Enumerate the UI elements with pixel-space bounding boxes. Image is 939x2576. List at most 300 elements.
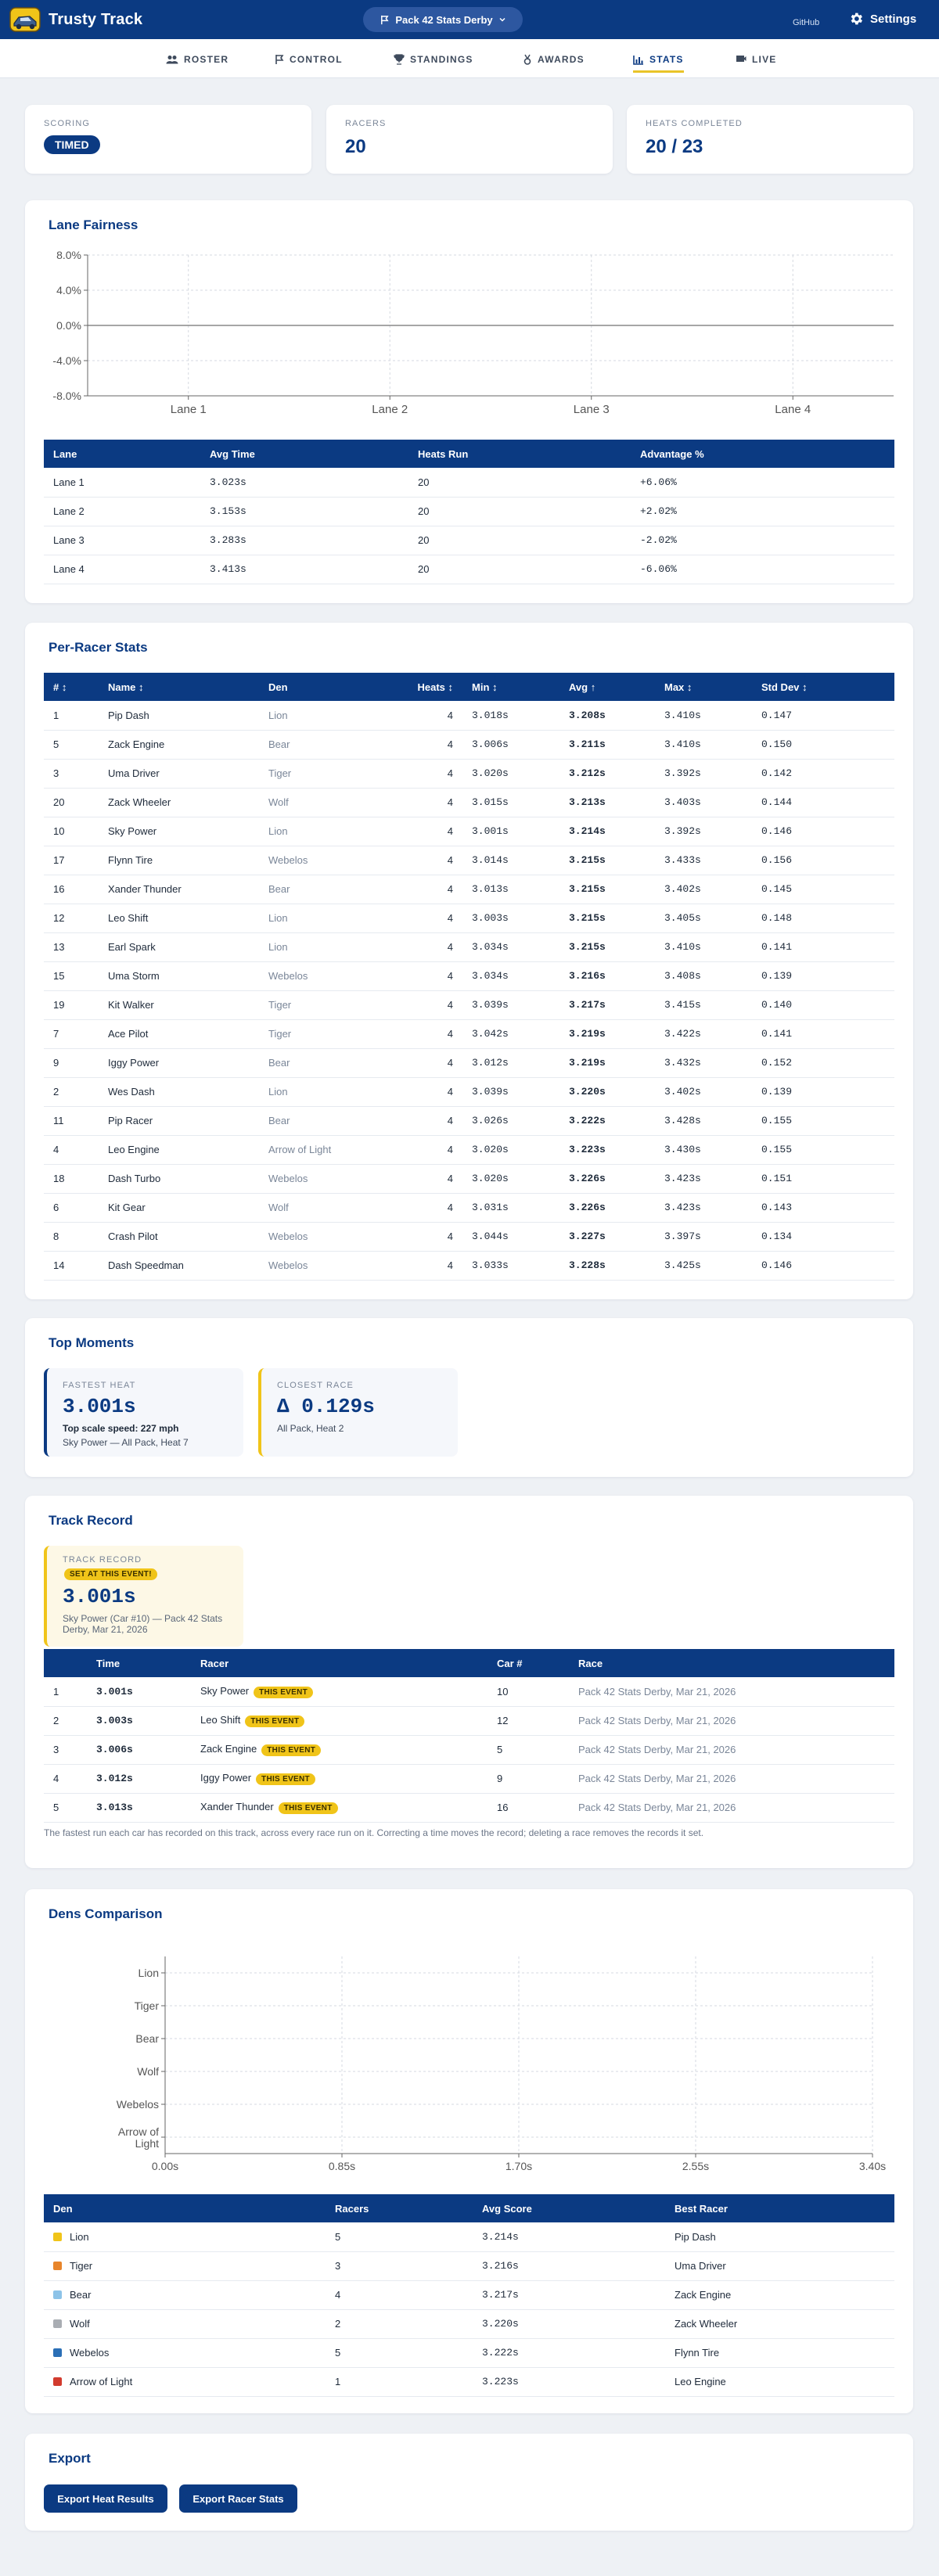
track-record-footnote: The fastest run each car has recorded on this track, across every race run on it. Correcting a time moves the record; deleting a race removes the records it set. (44, 1827, 704, 1838)
record-cell (191, 1735, 487, 1764)
racer-cell: 3.397s (655, 1222, 752, 1251)
heats-completed: 20 / 23 (646, 136, 703, 157)
racer-cell: 3.226s (559, 1193, 655, 1222)
racer-cell: Crash Pilot (99, 1222, 259, 1251)
racer-cell: Lion (259, 817, 396, 846)
lane-cell: 20 (408, 468, 631, 497)
table-row[interactable] (44, 846, 894, 875)
table-row (44, 2367, 894, 2396)
x-tick-label: Lane 2 (372, 403, 408, 416)
record-set-badge: SET AT THIS EVENT! (64, 1568, 157, 1580)
racer-cell: 4 (396, 1193, 462, 1222)
x-tick-label: 1.70s (505, 2160, 533, 2172)
racer-cell: Lion (259, 904, 396, 932)
racer-cell: 3.012s (462, 1048, 559, 1077)
racer-cell: 3.423s (655, 1164, 752, 1193)
table-row[interactable] (44, 1019, 894, 1048)
racer-cell: 3.215s (559, 904, 655, 932)
den-avg-score: 3.222s (473, 2338, 665, 2367)
racer-cell: 3.001s (462, 817, 559, 846)
racer-cell: 3.408s (655, 961, 752, 990)
dens-column-header: Den (44, 2194, 326, 2222)
dens-title: Dens Comparison (49, 1906, 163, 1921)
table-row[interactable] (44, 788, 894, 817)
lane-cell: 20 (408, 526, 631, 555)
racer-cell: 1 (44, 701, 99, 730)
lane-cell: Lane 4 (44, 555, 200, 584)
table-row (44, 1793, 894, 1822)
racer-cell: 0.140 (752, 990, 894, 1019)
dens-column-header: Racers (326, 2194, 473, 2222)
racer-name: Xander Thunder (200, 1801, 274, 1813)
racer-cell: 3.031s (462, 1193, 559, 1222)
nav-control[interactable] (275, 51, 343, 68)
den-avg-score: 3.216s (473, 2251, 665, 2280)
racer-cell: 4 (396, 932, 462, 961)
record-column-header: Car # (487, 1649, 569, 1677)
racer-cell: 16 (44, 875, 99, 904)
racer-cell: 4 (396, 759, 462, 788)
racer-cell: 3.044s (462, 1222, 559, 1251)
racer-cell: 3.219s (559, 1019, 655, 1048)
lane-cell: Lane 1 (44, 468, 200, 497)
racer-cell: 3.430s (655, 1135, 752, 1164)
den-cell (44, 2280, 326, 2309)
racer-cell: 3.433s (655, 846, 752, 875)
lane-column-header: Advantage % (631, 440, 894, 468)
record-cell: 3.003s (87, 1706, 191, 1735)
y-tick-label: Tiger (134, 1999, 159, 2012)
x-tick-label: 0.00s (151, 2160, 179, 2172)
y-tick-label: 0.0% (56, 319, 81, 332)
racer-cell: 0.150 (752, 730, 894, 759)
racer-cell: Pip Racer (99, 1106, 259, 1135)
record-cell: 3 (44, 1735, 87, 1764)
record-cell: 3.001s (87, 1677, 191, 1706)
racer-cell: 4 (396, 1222, 462, 1251)
table-row (44, 2309, 894, 2338)
racer-cell: 11 (44, 1106, 99, 1135)
racer-cell: 3.213s (559, 788, 655, 817)
nav-live[interactable] (736, 51, 776, 68)
y-tick-label: Webelos (116, 2098, 159, 2111)
den-color-swatch (53, 2290, 62, 2299)
nav-stats-label: STATS (649, 54, 684, 65)
x-tick-label: 0.85s (328, 2160, 356, 2172)
sortable-column-header[interactable]: Name ↕ (99, 673, 259, 701)
table-row[interactable] (44, 1164, 894, 1193)
record-cell: 10 (487, 1677, 569, 1706)
table-row (44, 1764, 894, 1793)
den-best-racer: Uma Driver (665, 2251, 894, 2280)
table-row (44, 2280, 894, 2309)
this-event-badge: THIS EVENT (254, 1687, 313, 1698)
record-cell: 4 (44, 1764, 87, 1793)
racer-cell: Ace Pilot (99, 1019, 259, 1048)
record-cell: 2 (44, 1706, 87, 1735)
racer-cell: 3.018s (462, 701, 559, 730)
medal-icon (523, 54, 532, 65)
racer-cell: Wolf (259, 788, 396, 817)
racer-cell: 0.139 (752, 961, 894, 990)
lane-fairness-card (25, 200, 913, 603)
racer-cell: 3.415s (655, 990, 752, 1019)
top-moments-card (25, 1318, 913, 1477)
lane-cell: 3.283s (200, 526, 408, 555)
table-row[interactable] (44, 932, 894, 961)
y-tick-label: 4.0% (56, 284, 81, 296)
racer-cell: Webelos (259, 961, 396, 990)
den-cell (44, 2309, 326, 2338)
racer-cell: 12 (44, 904, 99, 932)
den-best-racer: Leo Engine (665, 2367, 894, 2396)
racer-cell: Earl Spark (99, 932, 259, 961)
y-tick-label: Wolf (137, 2065, 159, 2078)
track-record-card (25, 1496, 913, 1868)
record-cell: 3.012s (87, 1764, 191, 1793)
racer-cell: 3.219s (559, 1048, 655, 1077)
racer-cell: 2 (44, 1077, 99, 1106)
export-heat-results-button[interactable]: Export Heat Results (44, 2484, 167, 2513)
den-cell (44, 2222, 326, 2251)
racer-cell: 3.423s (655, 1193, 752, 1222)
racer-cell: 3.217s (559, 990, 655, 1019)
dens-card (25, 1889, 913, 2413)
sortable-column-header[interactable]: Den (259, 673, 396, 701)
record-column-header: Time (87, 1649, 191, 1677)
racer-cell: Pip Dash (99, 701, 259, 730)
table-row (44, 526, 894, 555)
export-title: Export (49, 2451, 91, 2466)
den-name: Wolf (70, 2318, 90, 2330)
car-logo-icon (9, 6, 41, 33)
heats-label: HEATS COMPLETED (646, 119, 743, 128)
den-racers: 3 (326, 2251, 473, 2280)
lane-cell: Lane 3 (44, 526, 200, 555)
racer-cell: 0.143 (752, 1193, 894, 1222)
racer-cell: Uma Driver (99, 759, 259, 788)
table-row[interactable] (44, 990, 894, 1019)
nav-standings-label: STANDINGS (410, 54, 473, 65)
nav-awards[interactable] (523, 51, 585, 68)
lane-cell: -6.06% (631, 555, 894, 584)
bar-chart-icon (633, 55, 644, 65)
racer-cell: 3.020s (462, 1164, 559, 1193)
this-event-badge: THIS EVENT (279, 1802, 338, 1814)
nav-stats[interactable] (633, 51, 684, 68)
record-cell: 3.006s (87, 1735, 191, 1764)
racer-cell: 5 (44, 730, 99, 759)
den-best-racer: Pip Dash (665, 2222, 894, 2251)
export-card (25, 2434, 913, 2531)
racer-cell: 3.211s (559, 730, 655, 759)
racer-cell: 3.020s (462, 1135, 559, 1164)
racer-cell: 17 (44, 846, 99, 875)
table-row[interactable] (44, 875, 894, 904)
racer-cell: Wes Dash (99, 1077, 259, 1106)
table-row[interactable] (44, 1077, 894, 1106)
y-tick-label: -8.0% (52, 390, 81, 402)
table-row[interactable] (44, 759, 894, 788)
racer-cell: 0.139 (752, 1077, 894, 1106)
nav-roster[interactable] (166, 51, 228, 68)
racer-cell: Webelos (259, 846, 396, 875)
record-cell: Pack 42 Stats Derby, Mar 21, 2026 (569, 1793, 894, 1822)
den-avg-score: 3.217s (473, 2280, 665, 2309)
lane-header-row (44, 440, 894, 468)
racer-cell: 3.216s (559, 961, 655, 990)
racers-label: RACERS (345, 119, 387, 128)
brand[interactable] (9, 6, 142, 33)
record-cell (191, 1677, 487, 1706)
trophy-icon (394, 54, 405, 65)
racer-cell: Dash Speedman (99, 1251, 259, 1280)
record-cell: 16 (487, 1793, 569, 1822)
den-racers: 4 (326, 2280, 473, 2309)
table-row[interactable] (44, 1251, 894, 1280)
racer-cell: Webelos (259, 1251, 396, 1280)
den-color-swatch (53, 2319, 62, 2328)
racer-cell: 6 (44, 1193, 99, 1222)
scoring-card (25, 105, 311, 174)
this-event-badge: THIS EVENT (245, 1716, 304, 1727)
racer-cell: 3.039s (462, 990, 559, 1019)
racer-cell: 3.425s (655, 1251, 752, 1280)
fastest-heat-label: FASTEST HEAT (63, 1381, 136, 1390)
racer-cell: 0.146 (752, 817, 894, 846)
racer-cell: Lion (259, 1077, 396, 1106)
racer-name: Sky Power (200, 1684, 250, 1697)
sortable-column-header[interactable]: # ↕ (44, 673, 99, 701)
export-racer-stats-button[interactable]: Export Racer Stats (179, 2484, 297, 2513)
den-cell (44, 2367, 326, 2396)
racer-cell: 0.142 (752, 759, 894, 788)
table-row (44, 2251, 894, 2280)
racer-cell: 3.042s (462, 1019, 559, 1048)
racer-cell: 8 (44, 1222, 99, 1251)
nav-control-label: CONTROL (290, 54, 343, 65)
table-row (44, 555, 894, 584)
racer-cell: 3.428s (655, 1106, 752, 1135)
den-color-swatch (53, 2348, 62, 2357)
racer-cell: 3.422s (655, 1019, 752, 1048)
table-row[interactable] (44, 1048, 894, 1077)
racer-cell: 18 (44, 1164, 99, 1193)
racer-cell: Iggy Power (99, 1048, 259, 1077)
racer-cell: Zack Wheeler (99, 788, 259, 817)
scoring-label: SCORING (44, 119, 91, 128)
racer-cell: 19 (44, 990, 99, 1019)
den-racers: 1 (326, 2367, 473, 2396)
github-link[interactable]: GitHub (793, 18, 820, 27)
y-tick-label: 8.0% (56, 249, 81, 261)
record-label: TRACK RECORD (63, 1555, 142, 1565)
racer-cell: Dash Turbo (99, 1164, 259, 1193)
settings-button[interactable] (848, 11, 916, 27)
dens-header-row (44, 2194, 894, 2222)
racer-name: Leo Shift (200, 1714, 241, 1726)
racer-header-row (44, 673, 894, 701)
table-row[interactable] (44, 1106, 894, 1135)
table-row[interactable] (44, 701, 894, 730)
den-name: Tiger (70, 2260, 93, 2272)
lane-cell: Lane 2 (44, 497, 200, 526)
sortable-column-header[interactable]: Min ↕ (462, 673, 559, 701)
racer-cell: 0.147 (752, 701, 894, 730)
record-cell: 5 (487, 1735, 569, 1764)
event-name: Pack 42 Stats Derby (395, 13, 493, 26)
y-tick-label: Bear (135, 2032, 159, 2045)
sortable-column-header[interactable]: Avg ↑ (559, 673, 655, 701)
dens-table (44, 2194, 894, 2397)
racer-cell: 3.410s (655, 701, 752, 730)
record-cell: 12 (487, 1706, 569, 1735)
record-column-header: Racer (191, 1649, 487, 1677)
y-tick-label: -4.0% (52, 354, 81, 367)
dens-comparison-chart (25, 1933, 913, 2183)
racer-cell: 4 (396, 701, 462, 730)
table-row (44, 2338, 894, 2367)
lane-table (44, 440, 894, 584)
racer-cell: 3.003s (462, 904, 559, 932)
record-cell: Pack 42 Stats Derby, Mar 21, 2026 (569, 1706, 894, 1735)
lane-cell: 3.153s (200, 497, 408, 526)
racer-cell: 3.432s (655, 1048, 752, 1077)
table-row[interactable] (44, 1222, 894, 1251)
den-color-swatch (53, 2233, 62, 2241)
racer-cell: 0.155 (752, 1106, 894, 1135)
racer-cell: 4 (396, 1106, 462, 1135)
racer-cell: 3.392s (655, 759, 752, 788)
lane-fairness-title: Lane Fairness (49, 217, 139, 232)
racer-cell: 3.039s (462, 1077, 559, 1106)
racer-cell: 4 (396, 1251, 462, 1280)
top-speed: Top scale speed: 227 mph (63, 1423, 179, 1434)
record-tile (44, 1546, 243, 1647)
table-row[interactable] (44, 730, 894, 759)
racer-cell: Kit Walker (99, 990, 259, 1019)
main-nav (0, 39, 939, 78)
lane-cell: +6.06% (631, 468, 894, 497)
racer-cell: 3.014s (462, 846, 559, 875)
racer-cell: 0.152 (752, 1048, 894, 1077)
table-row[interactable] (44, 1135, 894, 1164)
gear-icon (848, 11, 864, 27)
fastest-heat-time: 3.001s (63, 1395, 136, 1418)
racer-cell: 0.141 (752, 932, 894, 961)
racer-cell: 3.034s (462, 932, 559, 961)
record-cell: 9 (487, 1764, 569, 1793)
racer-cell: Zack Engine (99, 730, 259, 759)
racer-cell: 4 (396, 990, 462, 1019)
racer-cell: 3.410s (655, 730, 752, 759)
racer-cell: Wolf (259, 1193, 396, 1222)
den-color-swatch (53, 2377, 62, 2386)
racer-cell: 3.405s (655, 904, 752, 932)
racer-cell: Lion (259, 701, 396, 730)
nav-standings[interactable] (394, 51, 473, 68)
closest-race-label: CLOSEST RACE (277, 1381, 354, 1390)
racers-count: 20 (345, 136, 366, 157)
racer-cell: 0.151 (752, 1164, 894, 1193)
sortable-column-header[interactable]: Heats ↕ (396, 673, 462, 701)
racer-cell: 4 (396, 1048, 462, 1077)
table-row[interactable] (44, 961, 894, 990)
app-title: Trusty Track (49, 10, 143, 28)
y-tick-label: Lion (138, 1967, 159, 1979)
table-row (44, 497, 894, 526)
racers-card (326, 105, 613, 174)
table-row[interactable] (44, 817, 894, 846)
racer-cell: 0.134 (752, 1222, 894, 1251)
racer-cell: 4 (396, 817, 462, 846)
lane-cell: 3.413s (200, 555, 408, 584)
lane-cell: +2.02% (631, 497, 894, 526)
nav-live-label: LIVE (752, 54, 777, 65)
den-name: Bear (70, 2289, 92, 2301)
table-row (44, 468, 894, 497)
racer-name: Iggy Power (200, 1772, 252, 1784)
racer-cell: 3.228s (559, 1251, 655, 1280)
racer-cell: 4 (396, 904, 462, 932)
table-row (44, 1735, 894, 1764)
racer-cell: 3.013s (462, 875, 559, 904)
nav-roster-label: ROSTER (184, 54, 229, 65)
racer-cell: Sky Power (99, 817, 259, 846)
closest-race-detail: All Pack, Heat 2 (277, 1423, 344, 1434)
racer-cell: Leo Engine (99, 1135, 259, 1164)
racer-cell: 3.402s (655, 1077, 752, 1106)
racer-cell: 13 (44, 932, 99, 961)
racer-cell: 3.006s (462, 730, 559, 759)
table-row[interactable] (44, 1193, 894, 1222)
den-avg-score: 3.220s (473, 2309, 665, 2338)
racer-cell: Webelos (259, 1222, 396, 1251)
table-row (44, 2222, 894, 2251)
racer-cell: 0.155 (752, 1135, 894, 1164)
table-row[interactable] (44, 904, 894, 932)
den-racers: 5 (326, 2338, 473, 2367)
den-name: Arrow of Light (70, 2376, 133, 2387)
record-column-header: Race (569, 1649, 894, 1677)
den-best-racer: Zack Wheeler (665, 2309, 894, 2338)
racer-cell: Leo Shift (99, 904, 259, 932)
record-cell: 1 (44, 1677, 87, 1706)
sortable-column-header[interactable]: Max ↕ (655, 673, 752, 701)
racer-cell: 3.403s (655, 788, 752, 817)
record-cell: Pack 42 Stats Derby, Mar 21, 2026 (569, 1735, 894, 1764)
record-cell (191, 1764, 487, 1793)
y-tick-label: Arrow of Light (117, 2125, 159, 2150)
racer-cell: 3.015s (462, 788, 559, 817)
racer-cell: 14 (44, 1251, 99, 1280)
racer-cell: 3.220s (559, 1077, 655, 1106)
den-color-swatch (53, 2262, 62, 2270)
den-avg-score: 3.223s (473, 2367, 665, 2396)
record-cell: 3.013s (87, 1793, 191, 1822)
racer-cell: 0.156 (752, 846, 894, 875)
racer-cell: 7 (44, 1019, 99, 1048)
event-selector[interactable] (363, 7, 523, 32)
racer-cell: Flynn Tire (99, 846, 259, 875)
racer-cell: Tiger (259, 1019, 396, 1048)
racer-cell: Tiger (259, 990, 396, 1019)
racer-cell: 4 (396, 875, 462, 904)
lane-column-header: Lane (44, 440, 200, 468)
sortable-column-header[interactable]: Std Dev ↕ (752, 673, 894, 701)
den-cell (44, 2338, 326, 2367)
x-tick-label: 2.55s (682, 2160, 710, 2172)
